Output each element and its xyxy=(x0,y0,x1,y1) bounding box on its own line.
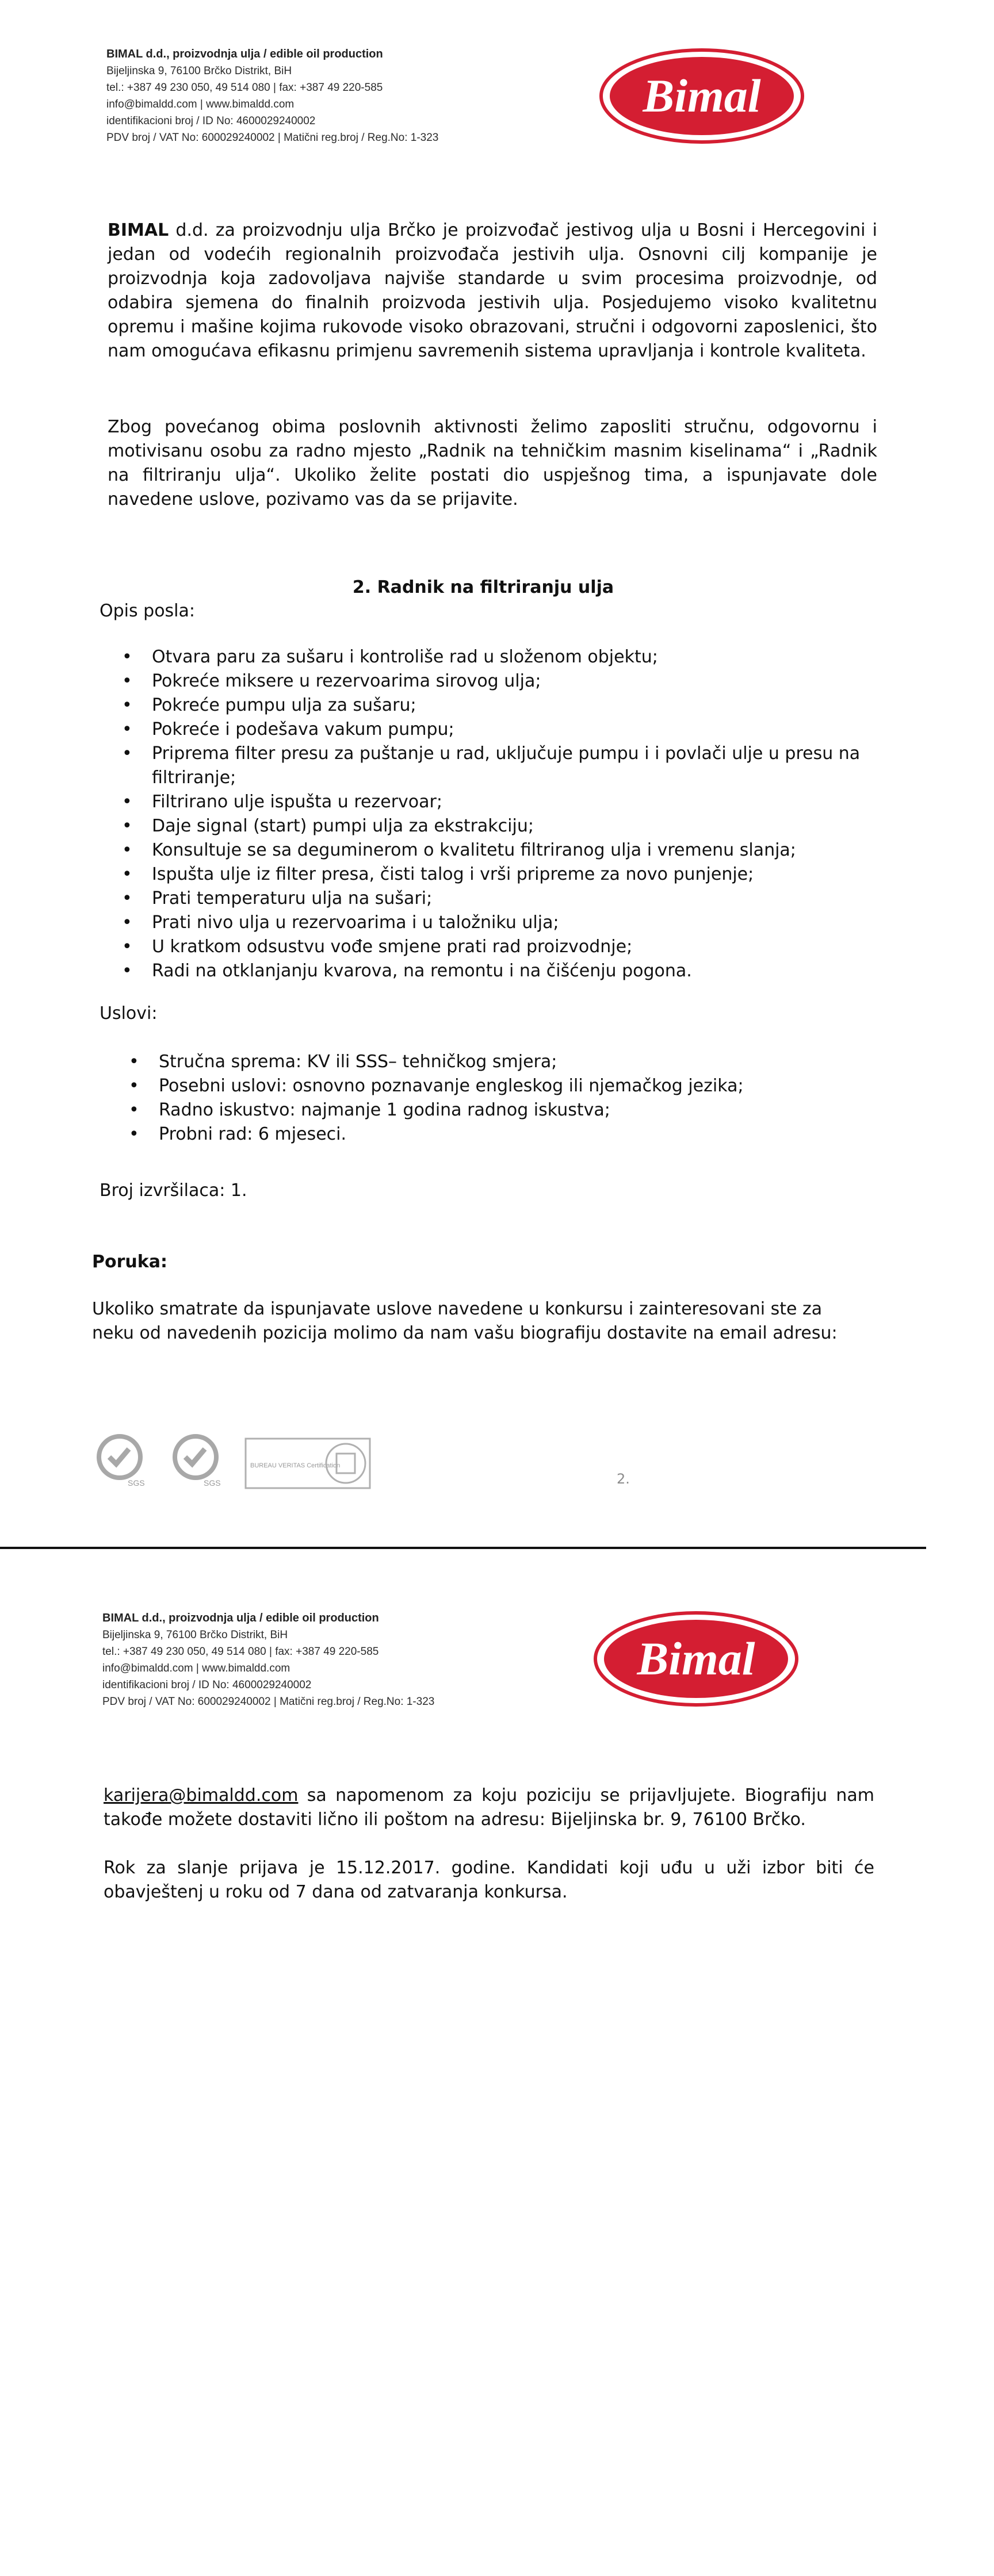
certificate-badge-2 xyxy=(168,1432,225,1492)
intro-text: d.d. za proizvodnju ulja Brčko je proizvođač jestivog ulja u Bosni i Hercegovini i jedan od vodećih regionalnih proizvođača jestivih ulja. Osnovni cilj kompanije je proizvodnja koja zadovoljava najviše standarde u svim procesima proizvodnje, od odabira sjemena do finalnih proizvoda jestivih ulja. Posjedujemo visoko kvalitetnu opremu i mašine kojima rukovode visoko obrazovani, stručni i odgovorni zaposlenici, što nam omogućava efikasnu primjenu savremenih sistema upravljanja i kontrole kvaliteta. xyxy=(108,220,877,361)
duty-item-text: U kratkom odsustvu vođe smjene prati rad proizvodnje; xyxy=(152,937,633,957)
duty-item-text: Ispušta ulje iz filter presa, čisti talog i vrši pripreme za novo punjenje; xyxy=(152,864,754,884)
page-divider xyxy=(0,1547,926,1549)
bullet-icon: • xyxy=(122,719,132,739)
company-header xyxy=(106,46,567,146)
conditions-label: Uslovi: xyxy=(100,1003,158,1023)
company-address: Bijeljinska 9, 76100 Brčko Distrikt, BiH xyxy=(106,65,292,77)
certificate-badge-1 xyxy=(92,1432,150,1492)
bullet-icon: • xyxy=(122,743,132,764)
duty-item xyxy=(122,862,876,887)
bureau-veritas-badge xyxy=(244,1438,371,1492)
condition-item-text: Stručna sprema: KV ili SSS– tehničkog smjera; xyxy=(159,1052,557,1072)
duty-item-text: Daje signal (start) pumpi ulja za ekstrakciju; xyxy=(152,816,534,836)
duty-item-text: Pokreće miksere u rezervoarima sirovog ulja; xyxy=(152,671,541,691)
duty-item-text: Prati temperaturu ulja na sušari; xyxy=(152,888,433,908)
duty-item xyxy=(122,838,876,862)
brand-name: BIMAL xyxy=(108,220,169,240)
company-id: identifikacioni broj / ID No: 4600029240002 xyxy=(102,1679,312,1691)
duty-item xyxy=(122,935,876,959)
duty-item xyxy=(122,645,876,669)
condition-item-text: Probni rad: 6 mjeseci. xyxy=(159,1124,347,1144)
email-paragraph xyxy=(104,1784,874,1832)
company-phone: tel.: +387 49 230 050, 49 514 080 | fax: +387 49 220-585 xyxy=(102,1646,379,1658)
duty-item xyxy=(122,790,876,814)
condition-item xyxy=(129,1098,849,1122)
bullet-icon: • xyxy=(122,961,132,981)
duty-item-text: Konsultuje se sa deguminerom o kvalitetu filtriranog ulja i vremenu slanja; xyxy=(152,840,796,860)
bullet-icon: • xyxy=(122,937,132,957)
duty-item-text: Priprema filter presu za puštanje u rad, uključuje pumpu i i povlači ulje u presu na filtriranje; xyxy=(152,743,861,788)
company-header-page2 xyxy=(102,1610,563,1710)
bullet-icon: • xyxy=(122,816,132,836)
duty-item xyxy=(122,814,876,838)
duty-item xyxy=(122,959,876,983)
bullet-icon: • xyxy=(122,695,132,715)
duty-item-text: Pokreće i podešava vakum pumpu; xyxy=(152,719,454,739)
company-web: info@bimaldd.com | www.bimaldd.com xyxy=(102,1662,290,1674)
executors-count: Broj izvršilaca: 1. xyxy=(100,1180,247,1201)
bullet-icon: • xyxy=(122,913,132,933)
company-id: identifikacioni broj / ID No: 4600029240002 xyxy=(106,115,316,127)
company-address: Bijeljinska 9, 76100 Brčko Distrikt, BiH xyxy=(102,1629,288,1641)
bimal-logo xyxy=(598,47,805,145)
bullet-icon: • xyxy=(129,1100,139,1120)
duty-item xyxy=(122,911,876,935)
duty-item xyxy=(122,669,876,693)
bullet-icon: • xyxy=(122,888,132,908)
bullet-icon: • xyxy=(122,840,132,860)
svg-text:BUREAU VERITAS Certification: BUREAU VERITAS Certification xyxy=(250,1462,341,1469)
company-name: BIMAL d.d., proizvodnja ulja / edible oil production xyxy=(102,1612,379,1624)
condition-item xyxy=(129,1122,849,1147)
message-label: Poruka: xyxy=(92,1252,167,1272)
duty-item-text: Prati nivo ulja u rezervoarima i u taložniku ulja; xyxy=(152,913,559,933)
svg-text:SGS: SGS xyxy=(204,1478,221,1488)
duty-item-text: Filtrirano ulje ispušta u rezervoar; xyxy=(152,792,442,812)
bullet-icon: • xyxy=(122,671,132,691)
bullet-icon: • xyxy=(122,864,132,884)
company-name: BIMAL d.d., proizvodnja ulja / edible oil production xyxy=(106,48,383,60)
condition-item-text: Radno iskustvo: najmanje 1 godina radnog iskustva; xyxy=(159,1100,610,1120)
company-web: info@bimaldd.com | www.bimaldd.com xyxy=(106,98,295,110)
condition-item xyxy=(129,1074,849,1098)
email-paragraph-text: sa napomenom za koju poziciju se prijavljujete. Biografiju nam takođe možete dostaviti lično ili poštom na adresu: Bijeljinska br. 9, 76100 Brčko. xyxy=(104,1785,874,1830)
email-link[interactable]: karijera@bimaldd.com xyxy=(104,1785,299,1805)
logo-text: Bimal xyxy=(643,70,761,122)
intro-paragraph xyxy=(108,218,877,363)
bullet-icon: • xyxy=(129,1124,139,1144)
page-number: 2. xyxy=(617,1471,630,1487)
company-phone: tel.: +387 49 230 050, 49 514 080 | fax: +387 49 220-585 xyxy=(106,82,383,94)
company-vat: PDV broj / VAT No: 600029240002 | Matični reg.broj / Reg.No: 1-323 xyxy=(106,132,439,144)
logo-text: Bimal xyxy=(637,1632,755,1685)
position-title: 2. Radnik na filtriranju ulja xyxy=(352,577,614,597)
duties-list xyxy=(122,645,876,983)
bullet-icon: • xyxy=(129,1076,139,1096)
condition-item-text: Posebni uslovi: osnovno poznavanje engleskog ili njemačkog jezika; xyxy=(159,1076,744,1096)
duty-item xyxy=(122,887,876,911)
condition-item xyxy=(129,1050,849,1074)
duty-item xyxy=(122,693,876,718)
company-vat: PDV broj / VAT No: 600029240002 | Matični reg.broj / Reg.No: 1-323 xyxy=(102,1696,435,1708)
duty-item-text: Otvara paru za sušaru i kontroliše rad u složenom objektu; xyxy=(152,647,658,667)
message-text: Ukoliko smatrate da ispunjavate uslove navedene u konkursu i zainteresovani ste za neku od navedenih pozicija molimo da nam vašu biografiju dostavite na email adresu: xyxy=(92,1299,838,1343)
svg-text:SGS: SGS xyxy=(128,1478,145,1488)
duty-item xyxy=(122,718,876,742)
bimal-logo-page2 xyxy=(592,1610,800,1708)
bullet-icon: • xyxy=(122,647,132,667)
duty-item-text: Pokreće pumpu ulja za sušaru; xyxy=(152,695,416,715)
duties-label: Opis posla: xyxy=(100,601,196,621)
deadline-paragraph: Rok za slanje prijava je 15.12.2017. godine. Kandidati koji uđu u uži izbor biti će obavještenj u roku od 7 dana od zatvaranja konkursa. xyxy=(104,1858,874,1902)
bullet-icon: • xyxy=(129,1052,139,1072)
bullet-icon: • xyxy=(122,792,132,812)
conditions-list xyxy=(129,1050,849,1147)
intro-paragraph-2: Zbog povećanog obima poslovnih aktivnosti želimo zaposliti stručnu, odgovornu i motivisanu osobu za radno mjesto „Radnik na tehničkim masnim kiselinama“ i „Radnik na filtriranju ulja“. Ukoliko želite postati dio uspješnog tima, a ispunjavate dole navedene uslove, pozivamo vas da se prijavite. xyxy=(108,417,877,509)
duty-item-text: Radi na otklanjanju kvarova, na remontu i na čišćenju pogona. xyxy=(152,961,692,981)
duty-item xyxy=(122,742,876,790)
